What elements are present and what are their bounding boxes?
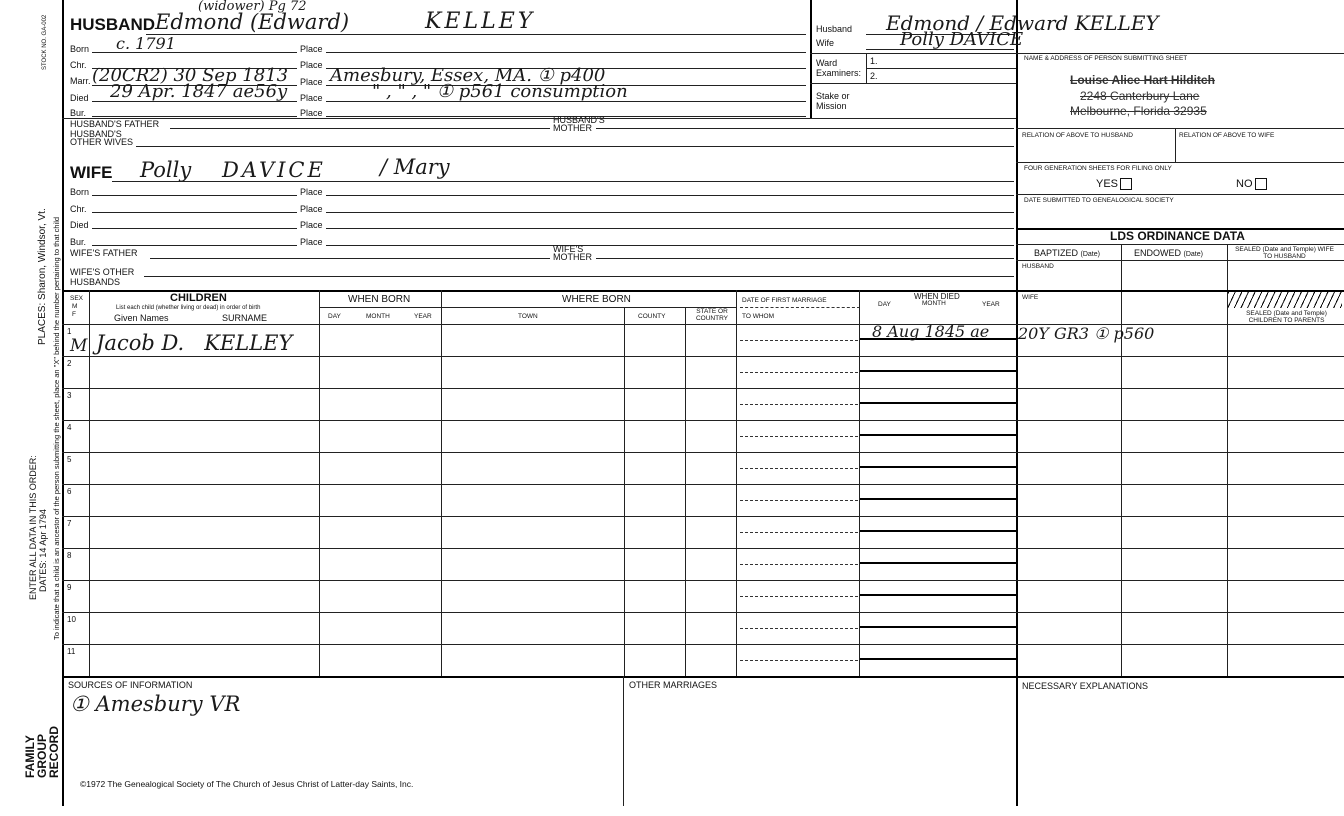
submitter-city: Melbourne, Florida 32935	[1070, 104, 1207, 118]
husband-marr-label: Marr.	[70, 76, 91, 86]
child-row-number: 4	[67, 423, 72, 432]
husband-chr-label: Chr.	[70, 60, 87, 70]
died-day-header: DAY	[878, 301, 891, 308]
died-year-header: YEAR	[982, 301, 1000, 308]
ancestor-note: To indicate that a child is an ancestor of the person submitting the sheet, place an "X" behind the number pertaining to that child	[52, 216, 61, 640]
other-marriages-label: OTHER MARRIAGES	[629, 680, 718, 690]
explanations-label: NECESSARY EXPLANATIONS	[1022, 681, 1149, 691]
rp-wife-value: Polly DAVICE	[900, 29, 1024, 50]
rp-husband-label: Husband	[816, 24, 853, 34]
lds-sealed-wife-label: SEALED (Date and Temple) WIFE TO HUSBAND	[1235, 246, 1334, 260]
baptized-date-note: (Date)	[1080, 251, 1100, 258]
wife-given-names: Polly	[140, 158, 192, 182]
stake-mission-label: Stake or Mission	[816, 91, 850, 111]
first-marriage-header: DATE OF FIRST MARRIAGE	[742, 297, 827, 304]
child-name: Jacob D. KELLEY	[96, 331, 293, 355]
lds-baptized-label	[1034, 248, 1100, 260]
examiners-label: Examiners:	[816, 68, 862, 78]
husband-note: (widower) Pg 72	[198, 0, 307, 14]
lds-husband-label: HUSBAND	[1022, 263, 1054, 270]
rp-husband-value: Edmond / Edward KELLEY	[886, 11, 1159, 35]
husband-marr-place: Amesbury, Essex, MA. ① p400	[330, 65, 606, 86]
sources-label: SOURCES OF INFORMATION	[68, 680, 193, 690]
when-died-header: WHEN DIED	[914, 292, 960, 301]
county-header: COUNTY	[638, 313, 666, 320]
born-month-header: MONTH	[366, 313, 390, 320]
endowed-text: ENDOWED	[1134, 248, 1181, 258]
husband-marr-place-label: Place	[300, 77, 323, 87]
husband-died-label: Died	[70, 93, 89, 103]
husband-marr-value: (20CR2) 30 Sep 1813	[92, 65, 289, 86]
wife-born-place-label: Place	[300, 187, 323, 197]
lds-child1-baptized: 20Y GR3 ① p560	[1018, 324, 1155, 343]
lds-wife-label: WIFE	[1022, 294, 1039, 301]
places-note: PLACES: Sharon, Windsor, Vt.	[37, 208, 48, 345]
sex-mf-label: M F	[72, 303, 78, 318]
wife-chr-place-label: Place	[300, 204, 323, 214]
child-row-number: 7	[67, 519, 72, 528]
child-row-number: 11	[67, 647, 76, 656]
no-label: NO	[1236, 177, 1253, 190]
four-gen-no[interactable]	[1236, 178, 1267, 190]
wife-alias: / Mary	[380, 155, 450, 179]
sex-label: SEX	[70, 295, 84, 302]
husband-born-place-label: Place	[300, 44, 323, 54]
wife-born-label: Born	[70, 187, 90, 197]
sealed-hatch	[1228, 292, 1342, 308]
ward-label: Ward	[816, 58, 838, 68]
child-row-number: 2	[67, 359, 72, 368]
relation-husband-label: RELATION OF ABOVE TO HUSBAND	[1022, 132, 1133, 139]
state-header: STATE OR COUNTRY	[695, 308, 729, 322]
husband-chr-place-label: Place	[300, 60, 323, 70]
husband-died-place: " , " , " ① p561 consumption	[372, 81, 628, 102]
examiner-1: 1.	[870, 56, 878, 66]
children-instruction: List each child (whether living or dead) in order of birth	[116, 305, 261, 311]
family-group-record-title: FAMILY GROUP RECORD	[23, 725, 61, 778]
wife-bur-place-label: Place	[300, 237, 323, 247]
husband-born-label: Born	[70, 44, 90, 54]
husband-given-names: Edmond (Edward)	[155, 10, 350, 34]
husband-surname: KELLEY	[425, 9, 536, 34]
examiner-2: 2.	[870, 71, 878, 81]
died-month-header: MONTH	[922, 300, 946, 307]
born-year-header: YEAR	[414, 313, 432, 320]
four-gen-yes[interactable]	[1096, 178, 1132, 190]
child-row-number: 3	[67, 391, 72, 400]
wife-mother-label: WIFE'S MOTHER	[553, 244, 592, 262]
child-row-number: 8	[67, 551, 72, 560]
wife-died-label: Died	[70, 220, 89, 230]
given-names-header: Given Names	[114, 313, 169, 323]
child-row-number: 5	[67, 455, 72, 464]
born-day-header: DAY	[328, 313, 341, 320]
when-born-header: WHEN BORN	[348, 294, 411, 305]
husband-heading: HUSBAND	[70, 15, 155, 34]
wife-chr-label: Chr.	[70, 204, 87, 214]
copyright: ©1972 The Genealogical Society of The Church of Jesus Christ of Latter-day Saints, Inc.	[80, 779, 414, 789]
enter-data-note: ENTER ALL DATA IN THIS ORDER:	[28, 455, 38, 600]
husband-died-place-label: Place	[300, 93, 323, 103]
lds-endowed-label	[1134, 248, 1203, 260]
husband-other-wives-label: HUSBAND'S OTHER WIVES	[70, 129, 134, 147]
husband-mother-label: HUSBAND'S MOTHER	[553, 115, 605, 133]
wife-other-husbands-label: WIFE'S OTHER HUSBANDS	[70, 267, 135, 287]
baptized-text: BAPTIZED	[1034, 248, 1079, 258]
children-title: CHILDREN	[170, 292, 227, 304]
child-died: 8 Aug 1845 ae	[872, 322, 990, 341]
child-row-number: 1	[67, 327, 72, 336]
wife-bur-label: Bur.	[70, 237, 87, 247]
lds-title: LDS ORDINANCE DATA	[1110, 229, 1245, 243]
submitter-name: Louise Alice Hart Hilditch	[1070, 73, 1215, 87]
surname-header: SURNAME	[222, 313, 268, 323]
stock-number: STOCK NO. GA-002	[42, 14, 48, 70]
lds-sealed-children-label: SEALED (Date and Temple) CHILDREN TO PARENTS	[1246, 310, 1327, 324]
town-header: TOWN	[518, 313, 538, 320]
yes-label: YES	[1096, 177, 1119, 190]
no-checkbox[interactable]	[1255, 178, 1267, 190]
husband-father-label: HUSBAND'S FATHER	[70, 119, 160, 129]
child-row-number: 6	[67, 487, 72, 496]
submitter-label: NAME & ADDRESS OF PERSON SUBMITTING SHEET	[1024, 55, 1188, 62]
rp-wife-label: Wife	[816, 38, 834, 48]
child-sex: M	[70, 336, 88, 356]
wife-surname: DAVICE	[222, 158, 326, 182]
husband-bur-place-label: Place	[300, 108, 323, 118]
four-gen-label: FOUR GENERATION SHEETS FOR FILING ONLY	[1024, 165, 1172, 172]
to-whom-header: TO WHOM	[742, 313, 775, 320]
husband-bur-label: Bur.	[70, 108, 87, 118]
child-row-number: 10	[67, 615, 76, 624]
yes-checkbox[interactable]	[1120, 178, 1132, 190]
relation-wife-label: RELATION OF ABOVE TO WIFE	[1179, 132, 1275, 139]
husband-born-value: c. 1791	[116, 34, 176, 53]
where-born-header: WHERE BORN	[562, 294, 631, 305]
husband-died-value: 29 Apr. 1847 ae56y	[110, 81, 288, 102]
wife-heading: WIFE	[70, 163, 113, 182]
child-row-number: 9	[67, 583, 72, 592]
wife-died-place-label: Place	[300, 220, 323, 230]
wife-father-label: WIFE'S FATHER	[70, 248, 138, 258]
endowed-date-note: (Date)	[1183, 251, 1203, 258]
sources-value: ① Amesbury VR	[70, 692, 241, 716]
submitter-street: 2248 Canterbury Lane	[1080, 89, 1200, 103]
date-submitted-label: DATE SUBMITTED TO GENEALOGICAL SOCIETY	[1024, 197, 1174, 204]
dates-note: DATES: 14 Apr 1794	[38, 509, 48, 592]
